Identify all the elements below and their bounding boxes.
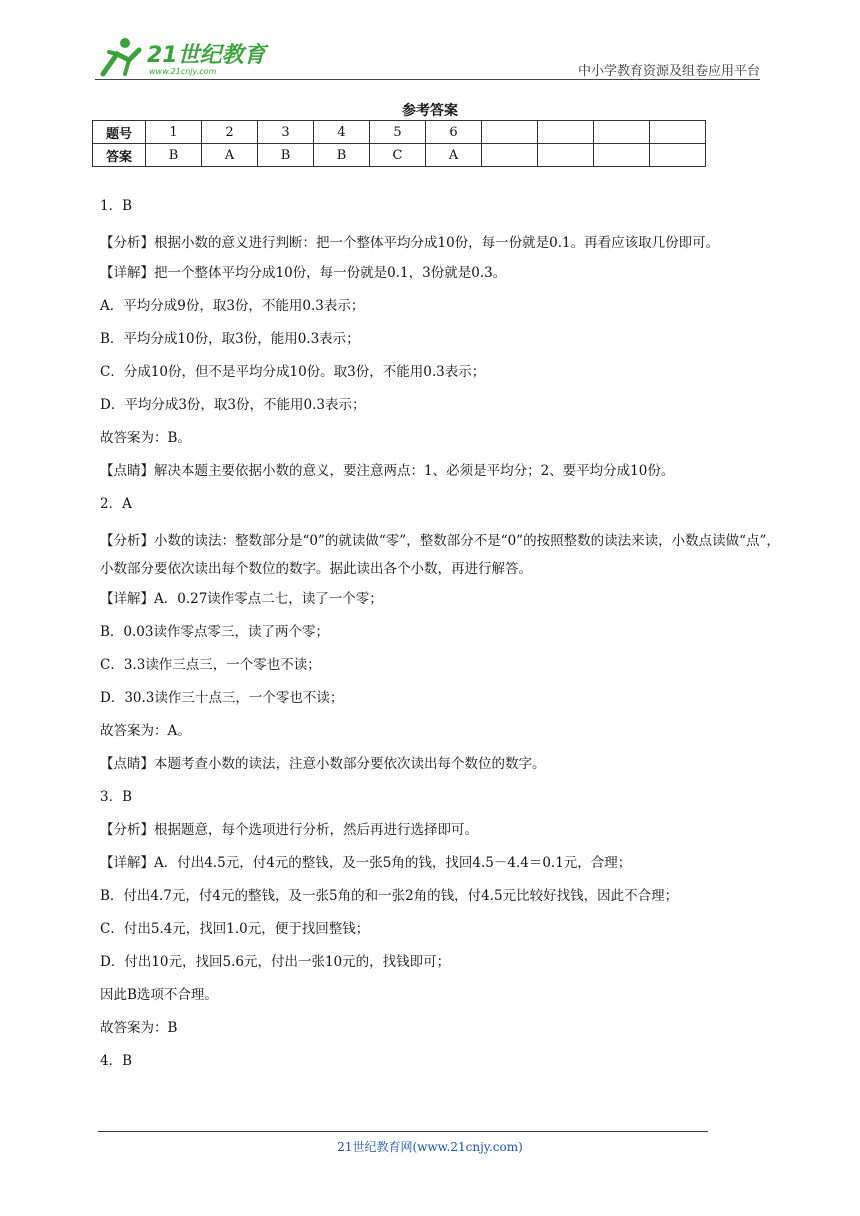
detail-paragraph: 【详解】A．付出4.5元，付4元的整钱，及一张5角的钱，找回4.5－4.4＝0.1元，合理； [100, 855, 632, 871]
option-line: C．分成10份，但不是平均分成10份。取3份，不能用0.3表示； [100, 364, 486, 380]
page-header [95, 34, 760, 80]
row-label: 答案 [93, 144, 146, 167]
table-cell: C [370, 144, 426, 167]
comment-paragraph: 【点睛】本题考查小数的读法，注意小数部分要依次读出每个数位的数字。 [100, 756, 546, 772]
logo-icon [95, 34, 275, 78]
table-cell: 1 [146, 121, 202, 144]
page-title: 参考答案 [402, 103, 458, 119]
question-heading: 1．B [100, 198, 133, 214]
table-cell [594, 144, 650, 167]
footer-divider [98, 1131, 708, 1132]
option-line: A．平均分成9份，取3份，不能用0.3表示； [100, 298, 365, 314]
analysis-paragraph: 【分析】小数的读法：整数部分是“0”的就读做“零”，整数部分不是“0”的按照整数的读法来读，小数点读做“点”，小数部分要依次读出每个数位的数字。据此读出各个小数，再进行解答。 [100, 533, 780, 577]
logo-text: 21世纪教育 [147, 43, 266, 68]
option-line: B．付出4.7元，付4元的整钱，及一张5角的和一张2角的钱，付4.5元比较好找钱，因此不合理； [100, 888, 679, 904]
analysis-paragraph: 【分析】根据题意，每个选项进行分析，然后再进行选择即可。 [100, 822, 478, 838]
comment-paragraph: 【点睛】解决本题主要依据小数的意义，要注意两点：1、必须是平均分；2、要平均分成10份。 [100, 463, 675, 479]
header-divider [95, 79, 760, 80]
option-line: B．0.03读作零点零三，读了两个零； [100, 624, 329, 640]
logo-url: www.21cnjy.com [149, 67, 217, 76]
table-cell: B [314, 144, 370, 167]
conclusion-line: 故答案为：B [100, 1020, 178, 1036]
conclusion-line: 故答案为：B。 [100, 430, 191, 446]
table-cell: 6 [426, 121, 482, 144]
table-cell: B [258, 144, 314, 167]
conclusion-line: 因此B选项不合理。 [100, 987, 218, 1003]
table-cell: A [426, 144, 482, 167]
table-cell [650, 121, 706, 144]
row-label: 题号 [93, 121, 146, 144]
answer-table [92, 120, 706, 167]
table-cell: B [146, 144, 202, 167]
question-heading: 3．B [100, 789, 133, 805]
option-line: B．平均分成10份，取3份，能用0.3表示； [100, 331, 360, 347]
table-cell [538, 144, 594, 167]
table-cell: A [202, 144, 258, 167]
footer-link[interactable]: 21世纪教育网(www.21cnjy.com) [337, 1140, 523, 1154]
question-heading: 2．A [100, 496, 132, 512]
table-cell: 4 [314, 121, 370, 144]
table-cell [482, 121, 538, 144]
platform-name: 中小学教育资源及组卷应用平台 [577, 64, 760, 79]
option-line: D．付出10元，找回5.6元，付出一张10元的，找钱即可； [100, 954, 451, 970]
detail-paragraph: 【详解】A．0.27读作零点二七，读了一个零； [100, 591, 383, 607]
table-cell [650, 144, 706, 167]
table-cell: 2 [202, 121, 258, 144]
option-line: C．付出5.4元，找回1.0元，便于找回整钱； [100, 921, 370, 937]
table-cell: 3 [258, 121, 314, 144]
answer-row [93, 144, 706, 167]
conclusion-line: 故答案为：A。 [100, 723, 191, 739]
option-line: C．3.3读作三点三，一个零也不读； [100, 657, 321, 673]
table-cell [538, 121, 594, 144]
table-cell: 5 [370, 121, 426, 144]
question-number-row [93, 121, 706, 144]
table-cell [482, 144, 538, 167]
detail-paragraph: 【详解】把一个整体平均分成10份，每一份就是0.1，3份就是0.3。 [100, 265, 507, 281]
option-line: D．30.3读作三十点三，一个零也不读； [100, 690, 344, 706]
table-cell [594, 121, 650, 144]
analysis-paragraph: 【分析】根据小数的意义进行判断：把一个整体平均分成10份，每一份就是0.1。再看应该取几份即可。 [100, 235, 720, 251]
answer-explanations [100, 196, 780, 1084]
option-line: D．平均分成3份，取3份，不能用0.3表示； [100, 397, 366, 413]
question-heading: 4．B [100, 1053, 133, 1069]
